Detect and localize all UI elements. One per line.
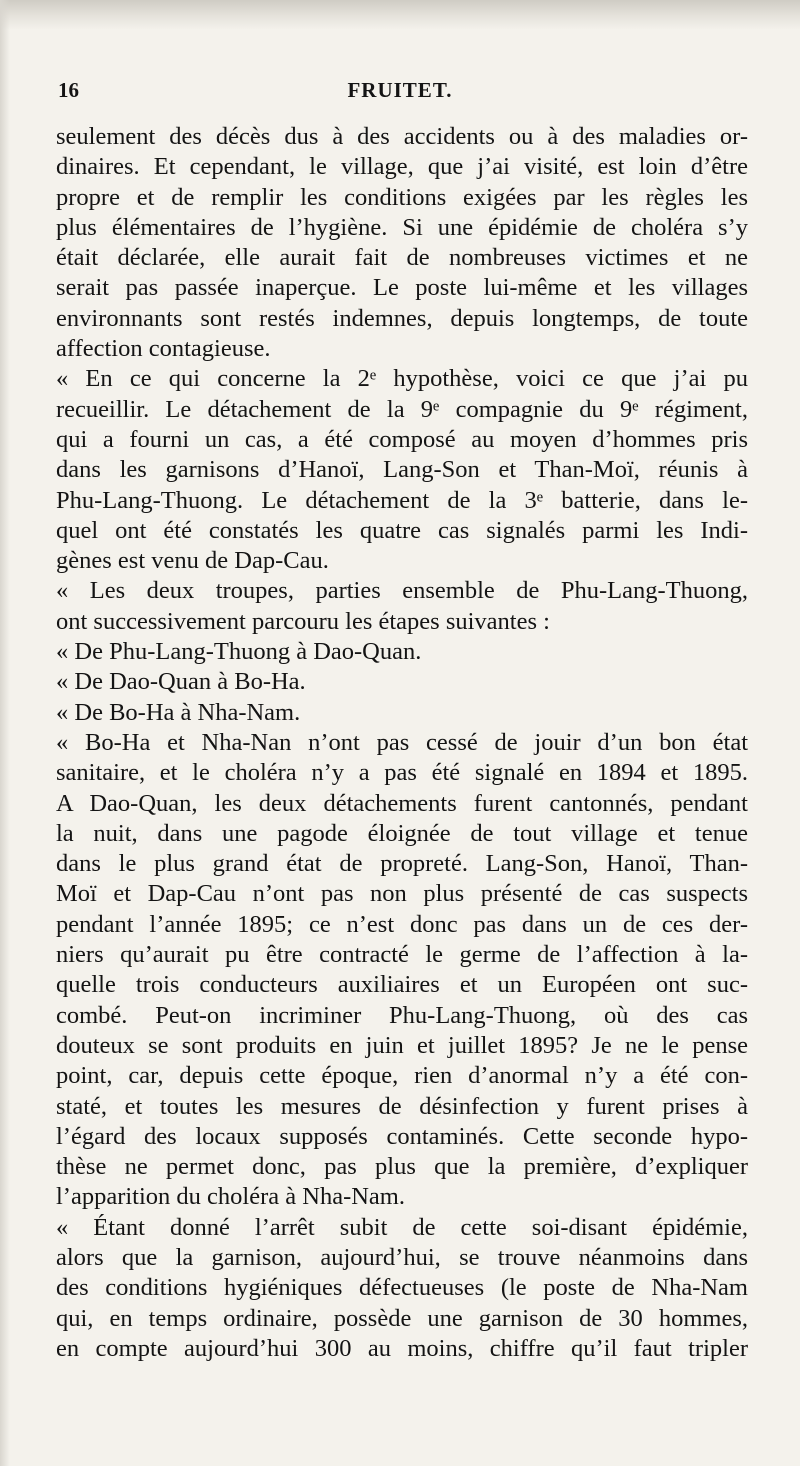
text-line: « Bo-Ha et Nha-Nan n’ont pas cessé de jouir d’un bon état	[56, 728, 748, 756]
page-number: 16	[58, 78, 79, 102]
text-line: « De Phu-Lang-Thuong à Dao-Quan.	[56, 638, 422, 666]
text-line: dans les garnisons d’Hanoï, Lang-Son et Than-Moï, réunis à	[56, 456, 748, 484]
text-line: staté, et toutes les mesures de désinfection y furent prises à	[56, 1092, 748, 1120]
text-line: était déclarée, elle aurait fait de nombreuses victimes et ne	[56, 244, 748, 272]
text-line: pendant l’année 1895; ce n’est donc pas dans un de ces der-	[56, 910, 748, 938]
text-line: « De Dao-Quan à Bo-Ha.	[56, 668, 306, 696]
page-header	[58, 78, 742, 108]
text-line: « De Bo-Ha à Nha-Nam.	[56, 698, 301, 726]
text-line: douteux se sont produits en juin et juillet 1895? Je ne le pense	[56, 1031, 748, 1059]
body-text	[56, 122, 748, 1364]
text-line: « En ce qui concerne la 2ᵉ hypothèse, voici ce que j’ai pu	[56, 365, 748, 393]
text-line: combé. Peut-on incriminer Phu-Lang-Thuong, où des cas	[56, 1001, 748, 1029]
text-line: « Les deux troupes, parties ensemble de Phu-Lang-Thuong,	[56, 577, 748, 605]
text-line: alors que la garnison, aujourd’hui, se trouve néanmoins dans	[56, 1243, 748, 1271]
page-left-shadow	[0, 0, 10, 1466]
page-top-shadow	[0, 0, 800, 30]
text-line: l’apparition du choléra à Nha-Nam.	[56, 1183, 405, 1211]
text-line: dinaires. Et cependant, le village, que j’ai visité, est loin d’être	[56, 153, 748, 181]
text-line: serait pas passée inaperçue. Le poste lui-même et les villages	[56, 274, 748, 302]
text-line: propre et de remplir les conditions exigées par les règles les	[56, 183, 748, 211]
text-line: ont successivement parcouru les étapes suivantes :	[56, 607, 550, 635]
text-line: dans le plus grand état de propreté. Lang-Son, Hanoï, Than-	[56, 850, 748, 878]
text-line: plus élémentaires de l’hygiène. Si une épidémie de choléra s’y	[56, 213, 748, 241]
text-line: thèse ne permet donc, pas plus que la première, d’expliquer	[56, 1153, 748, 1181]
text-line: quelle trois conducteurs auxiliaires et un Européen ont suc-	[56, 971, 748, 999]
text-line: qui a fourni un cas, a été composé au moyen d’hommes pris	[56, 425, 748, 453]
text-line: Phu-Lang-Thuong. Le détachement de la 3ᵉ batterie, dans le-	[56, 486, 748, 514]
text-line: en compte aujourd’hui 300 au moins, chiffre qu’il faut tripler	[56, 1334, 748, 1362]
text-line: gènes est venu de Dap-Cau.	[56, 547, 329, 575]
text-line: qui, en temps ordinaire, possède une garnison de 30 hommes,	[56, 1304, 748, 1332]
text-line: Moï et Dap-Cau n’ont pas non plus présenté de cas suspects	[56, 880, 748, 908]
text-line: A Dao-Quan, les deux détachements furent cantonnés, pendant	[56, 789, 748, 817]
text-line: point, car, depuis cette époque, rien d’anormal n’y a été con-	[56, 1062, 748, 1090]
text-line: quel ont été constatés les quatre cas signalés parmi les Indi-	[56, 516, 748, 544]
text-line: l’égard des locaux supposés contaminés. Cette seconde hypo-	[56, 1122, 748, 1150]
text-line: recueillir. Le détachement de la 9ᵉ compagnie du 9ᵉ régiment,	[56, 395, 748, 423]
text-line: niers qu’aurait pu être contracté le germe de l’affection à la-	[56, 941, 748, 969]
text-line: sanitaire, et le choléra n’y a pas été signalé en 1894 et 1895.	[56, 759, 748, 787]
text-line: des conditions hygiéniques défectueuses (le poste de Nha-Nam	[56, 1274, 748, 1302]
text-line: environnants sont restés indemnes, depuis longtemps, de toute	[56, 304, 748, 332]
running-head: FRUITET.	[347, 78, 453, 102]
text-line: la nuit, dans une pagode éloignée de tout village et tenue	[56, 819, 748, 847]
text-line: affection contagieuse.	[56, 335, 271, 363]
text-line: « Étant donné l’arrêt subit de cette soi-disant épidémie,	[56, 1213, 748, 1241]
text-line: seulement des décès dus à des accidents ou à des maladies or-	[56, 123, 748, 150]
